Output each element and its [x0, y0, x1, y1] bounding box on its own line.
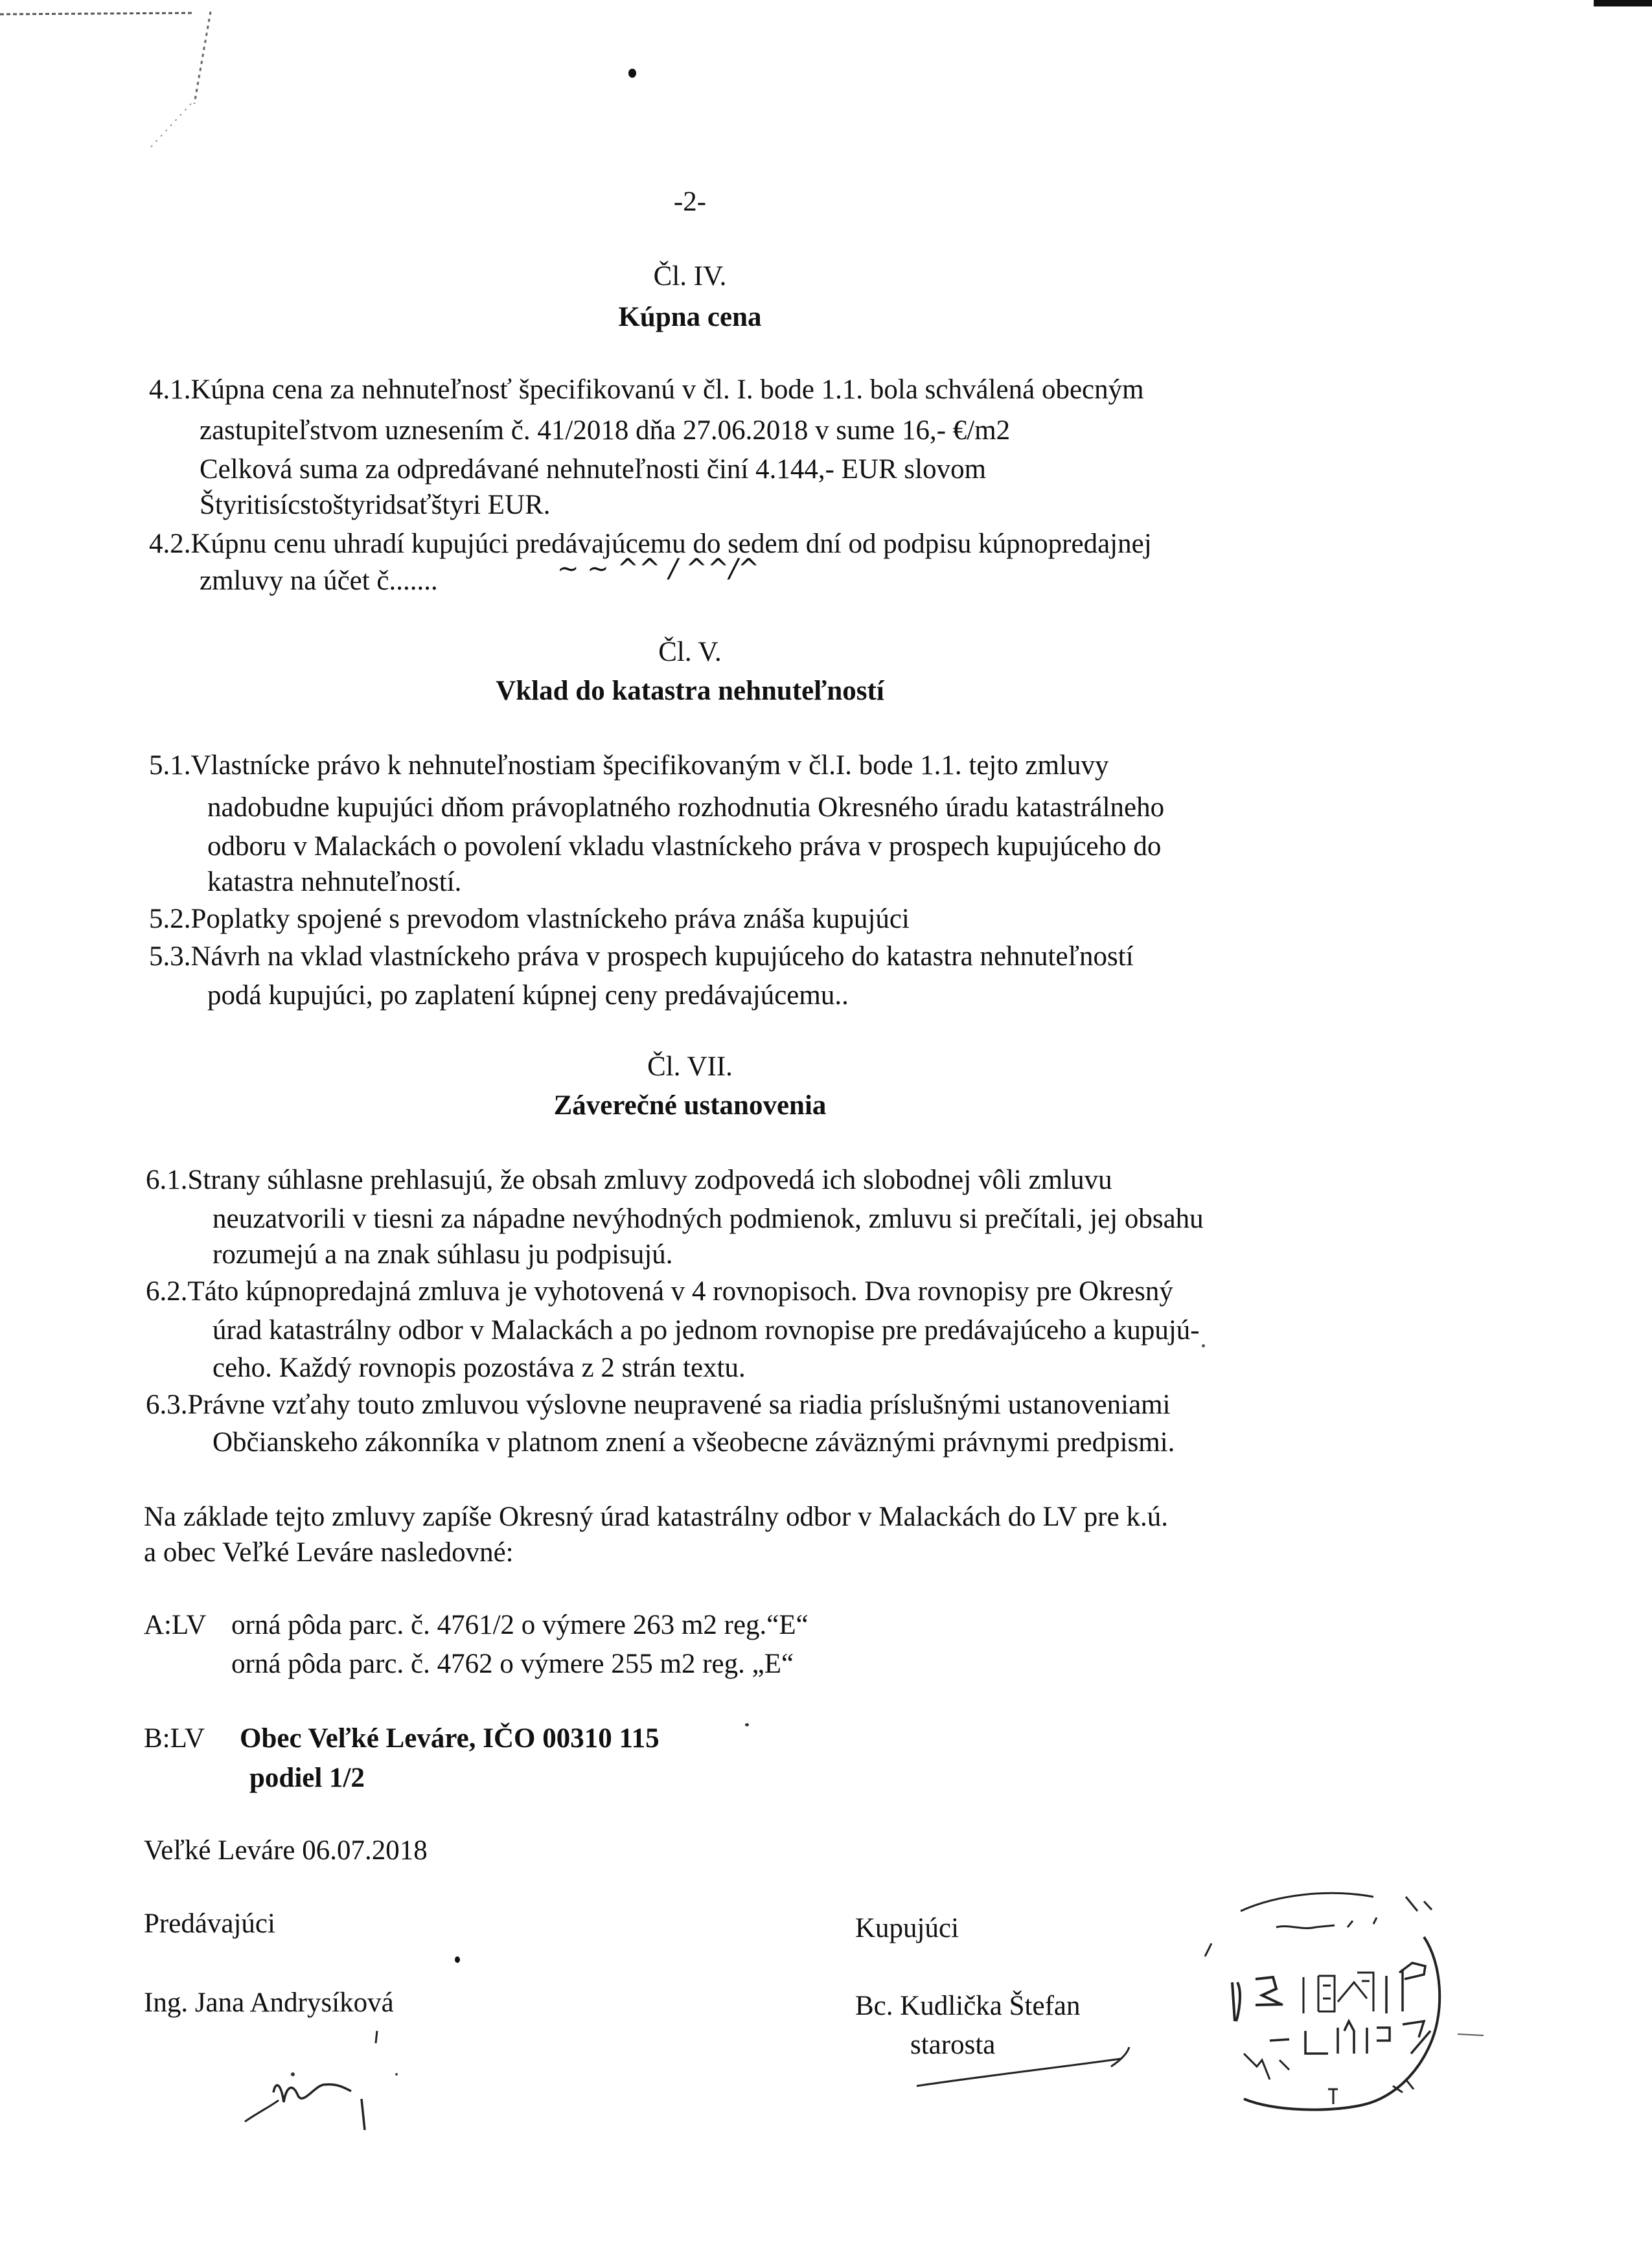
scan-border-line: [1594, 0, 1652, 6]
section-number: Čl. VII.: [647, 1051, 733, 1082]
seller-signature: [233, 2015, 402, 2144]
paragraph-line: 5.3.Návrh na vklad vlastníckeho práva v prospech kupujúceho do katastra nehnuteľností: [149, 941, 1134, 972]
scan-dot: [455, 1956, 460, 1963]
page-number: -2-: [673, 187, 707, 217]
lv-a-row: orná pôda parc. č. 4761/2 o výmere 263 m2 reg.“E“: [231, 1610, 809, 1640]
lv-b-share: podiel 1/2: [249, 1763, 365, 1793]
paragraph-line: Štyritisícstoštyridsaťštyri EUR.: [200, 490, 551, 520]
paragraph-line: 4.2.Kúpnu cenu uhradí kupujúci predávajúcemu do sedem dní od podpisu kúpnopredajnej: [149, 529, 1152, 559]
paragraph-line: podá kupujúci, po zaplatení kúpnej ceny predávajúcemu..: [207, 980, 849, 1011]
section-title: Záverečné ustanovenia: [553, 1090, 827, 1121]
lv-a-label: A:LV: [144, 1610, 207, 1640]
seller-role: Predávajúci: [144, 1908, 275, 1939]
seller-name: Ing. Jana Andrysíková: [144, 1987, 394, 2018]
handwritten-account-number: ~ ~ ^^ / ^^/^: [557, 554, 760, 584]
buyer-title: starosta: [910, 2030, 996, 2060]
lv-b-label: B:LV: [144, 1723, 205, 1754]
paragraph-line: Občianskeho zákonníka v platnom znení a všeobecne záväznými právnymi predpismi.: [212, 1427, 1175, 1458]
official-stamp: [1179, 1866, 1542, 2151]
lv-a-row: orná pôda parc. č. 4762 o výmere 255 m2 reg. „E“: [231, 1649, 794, 1679]
section-number: Čl. IV.: [653, 261, 727, 292]
closing-line: Na základe tejto zmluvy zapíše Okresný úrad katastrálny odbor v Malackách do LV pre k.ú.: [144, 1502, 1168, 1532]
scan-dot: [1202, 1344, 1205, 1347]
paragraph-line: 5.1.Vlastnícke právo k nehnuteľnostiam špecifikovaným v čl.I. bode 1.1. tejto zmluvy: [149, 750, 1109, 781]
paragraph-line: neuzatvorili v tiesni za nápadne nevýhodných podmienok, zmluvu si prečítali, jej obsahu: [212, 1204, 1204, 1234]
place-date: Veľké Leváre 06.07.2018: [144, 1835, 428, 1866]
paragraph-line: odboru v Malackách o povolení vkladu vlastníckeho práva v prospech kupujúceho do: [207, 831, 1162, 862]
paragraph-line: 6.3.Právne vzťahy touto zmluvou výslovne neupravené sa riadia príslušnými ustanoveniami: [146, 1390, 1171, 1420]
paragraph-line: 6.1.Strany súhlasne prehlasujú, že obsah zmluvy zodpovedá ich slobodnej vôli zmluvu: [146, 1165, 1112, 1195]
buyer-name: Bc. Kudlička Štefan: [855, 1991, 1081, 2021]
paragraph-line: katastra nehnuteľností.: [207, 867, 462, 897]
paragraph-line: zastupiteľstvom uznesením č. 41/2018 dňa 27.06.2018 v sume 16,- €/m2: [200, 415, 1011, 446]
section-title: Kúpna cena: [618, 302, 762, 332]
paragraph-line: zmluvy na účet č.......: [200, 566, 438, 596]
section-title: Vklad do katastra nehnuteľností: [496, 676, 884, 706]
scan-dot: [628, 69, 636, 78]
buyer-signature: [904, 2041, 1137, 2105]
paragraph-line: Celková suma za odpredávané nehnuteľnosti činí 4.144,- EUR slovom: [200, 454, 987, 485]
section-number: Čl. V.: [658, 637, 722, 667]
buyer-role: Kupujúci: [855, 1913, 959, 1943]
scan-corner-smudge: [0, 0, 233, 130]
closing-line: a obec Veľké Leváre nasledovné:: [144, 1537, 514, 1568]
paragraph-line: 5.2.Poplatky spojené s prevodom vlastníckeho práva znáša kupujúci: [149, 904, 910, 934]
paragraph-line: 6.2.Táto kúpnopredajná zmluva je vyhotovená v 4 rovnopisoch. Dva rovnopisy pre Okresný: [146, 1276, 1173, 1307]
paragraph-line: úrad katastrálny odbor v Malackách a po jednom rovnopise pre predávajúceho a kupujú-: [212, 1315, 1200, 1346]
paragraph-line: rozumejú a na znak súhlasu ju podpisujú.: [212, 1239, 673, 1270]
scan-dot: [745, 1723, 749, 1726]
paragraph-line: ceho. Každý rovnopis pozostáva z 2 strán textu.: [212, 1353, 746, 1383]
lv-b-owner: Obec Veľké Leváre, IČO 00310 115: [240, 1723, 660, 1754]
paragraph-line: 4.1.Kúpna cena za nehnuteľnosť špecifikovanú v čl. I. bode 1.1. bola schválená obecným: [149, 374, 1144, 405]
paragraph-line: nadobudne kupujúci dňom právoplatného rozhodnutia Okresného úradu katastrálneho: [207, 792, 1165, 823]
